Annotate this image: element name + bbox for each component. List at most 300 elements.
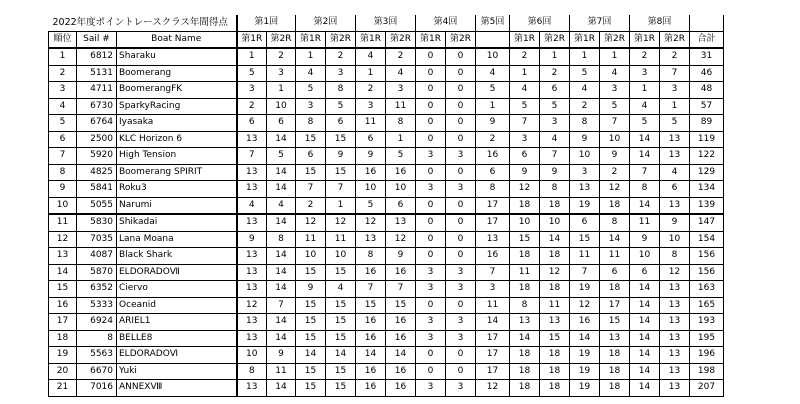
score-cell: 17: [476, 330, 510, 347]
sail-number-cell: 6730: [77, 98, 117, 115]
score-cell: 8: [540, 181, 570, 198]
race-header: 第2R: [600, 31, 630, 48]
rank-cell: 20: [49, 363, 77, 380]
sail-number-cell: 4825: [77, 164, 117, 181]
score-cell: 16: [356, 264, 386, 281]
score-cell: 1: [356, 65, 386, 82]
table-row: [49, 264, 724, 281]
score-cell: 2: [600, 164, 630, 181]
score-cell: 3: [630, 65, 660, 82]
sail-number-cell: 6670: [77, 363, 117, 380]
race-header: 第2R: [326, 31, 356, 48]
score-cell: 18: [510, 363, 540, 380]
score-cell: 5: [570, 65, 600, 82]
score-cell: 14: [630, 148, 660, 165]
race-header: 第2R: [386, 31, 416, 48]
rank-cell: 5: [49, 115, 77, 132]
score-cell: 3: [570, 164, 600, 181]
score-cell: 4: [356, 48, 386, 65]
score-cell: 10: [237, 347, 267, 364]
table-row: [49, 248, 724, 265]
score-cell: 0: [416, 248, 446, 265]
score-cell: 7: [356, 281, 386, 298]
score-cell: 7: [267, 297, 296, 314]
title-row: [49, 15, 724, 31]
boat-name-cell: KLC Horizon 6: [117, 131, 237, 148]
race-header: 第2R: [540, 31, 570, 48]
score-cell: 14: [386, 347, 416, 364]
score-cell: 14: [540, 231, 570, 248]
score-cell: 14: [296, 347, 326, 364]
score-cell: 4: [510, 82, 540, 99]
score-cell: 18: [540, 380, 570, 397]
score-cell: 1: [267, 82, 296, 99]
score-cell: 6: [237, 115, 267, 132]
table-row: [49, 131, 724, 148]
score-cell: 0: [416, 197, 446, 214]
score-cell: 15: [326, 380, 356, 397]
score-cell: 5: [540, 98, 570, 115]
score-cell: 16: [356, 314, 386, 331]
boat-name-cell: ANNEXⅧ: [117, 380, 237, 397]
score-cell: 15: [326, 264, 356, 281]
score-cell: 1: [630, 82, 660, 99]
rank-cell: 8: [49, 164, 77, 181]
score-cell: 8: [237, 363, 267, 380]
score-cell: 13: [476, 231, 510, 248]
total-header-spacer: [690, 15, 724, 31]
score-cell: 9: [386, 248, 416, 265]
score-cell: 0: [446, 65, 476, 82]
score-cell: 18: [510, 281, 540, 298]
boat-header: Boat Name: [117, 31, 237, 48]
score-cell: 18: [600, 197, 630, 214]
total-cell: 156: [690, 264, 724, 281]
score-cell: 11: [570, 248, 600, 265]
score-cell: 4: [237, 197, 267, 214]
score-cell: 10: [356, 181, 386, 198]
boat-name-cell: BELLE8: [117, 330, 237, 347]
score-cell: 16: [476, 148, 510, 165]
score-cell: 14: [600, 231, 630, 248]
score-cell: 18: [540, 363, 570, 380]
race-header: 第2R: [446, 31, 476, 48]
score-cell: 15: [540, 330, 570, 347]
table-row: [49, 65, 724, 82]
score-cell: 5: [267, 148, 296, 165]
score-cell: 11: [540, 297, 570, 314]
score-cell: 2: [237, 98, 267, 115]
boat-name-cell: Iyasaka: [117, 115, 237, 132]
score-cell: 19: [570, 363, 600, 380]
score-cell: 14: [630, 330, 660, 347]
score-cell: 13: [660, 297, 690, 314]
header-row: [49, 31, 724, 48]
score-cell: 15: [296, 363, 326, 380]
score-cell: 3: [476, 281, 510, 298]
boat-name-cell: ARIEL1: [117, 314, 237, 331]
score-cell: 13: [660, 314, 690, 331]
score-cell: 12: [356, 214, 386, 231]
score-cell: 12: [326, 214, 356, 231]
score-cell: 12: [540, 264, 570, 281]
race-header: 第1R: [416, 31, 446, 48]
score-cell: 6: [630, 264, 660, 281]
score-cell: 13: [660, 330, 690, 347]
score-cell: 14: [630, 347, 660, 364]
score-cell: 13: [660, 281, 690, 298]
score-cell: 4: [600, 65, 630, 82]
score-cell: 13: [237, 314, 267, 331]
score-cell: 11: [267, 363, 296, 380]
score-cell: 1: [600, 48, 630, 65]
score-cell: 3: [600, 82, 630, 99]
rank-cell: 1: [49, 48, 77, 65]
race-header: 第1R: [296, 31, 326, 48]
score-cell: 0: [416, 214, 446, 231]
score-cell: 0: [416, 131, 446, 148]
score-cell: 14: [630, 314, 660, 331]
score-cell: 17: [476, 214, 510, 231]
race-header: 第1R: [237, 31, 267, 48]
boat-name-cell: ELDORADOⅥ: [117, 347, 237, 364]
rank-cell: 12: [49, 231, 77, 248]
score-cell: 7: [237, 148, 267, 165]
table-row: [49, 380, 724, 397]
total-cell: 89: [690, 115, 724, 132]
score-cell: 7: [296, 181, 326, 198]
score-cell: 5: [630, 115, 660, 132]
round-header-2: 第2回: [296, 15, 356, 31]
total-cell: 195: [690, 330, 724, 347]
score-cell: 16: [386, 330, 416, 347]
rank-cell: 3: [49, 82, 77, 99]
score-cell: 3: [446, 181, 476, 198]
score-cell: 15: [296, 314, 326, 331]
boat-name-cell: Sharaku: [117, 48, 237, 65]
score-cell: 0: [416, 231, 446, 248]
score-cell: 7: [326, 181, 356, 198]
score-cell: 13: [570, 181, 600, 198]
score-cell: 5: [326, 98, 356, 115]
score-cell: 0: [446, 82, 476, 99]
sail-number-cell: 5055: [77, 197, 117, 214]
score-cell: 3: [416, 264, 446, 281]
score-cell: 15: [296, 380, 326, 397]
total-cell: 139: [690, 197, 724, 214]
score-cell: 10: [386, 181, 416, 198]
score-cell: 14: [267, 380, 296, 397]
score-cell: 12: [296, 214, 326, 231]
score-cell: 14: [630, 380, 660, 397]
table-row: [49, 197, 724, 214]
sail-number-cell: 7016: [77, 380, 117, 397]
score-cell: 13: [386, 214, 416, 231]
score-cell: 18: [540, 281, 570, 298]
score-cell: 19: [570, 281, 600, 298]
race-header: 第2R: [267, 31, 296, 48]
total-cell: 154: [690, 231, 724, 248]
score-cell: 8: [386, 115, 416, 132]
score-cell: 4: [296, 65, 326, 82]
score-cell: 2: [660, 48, 690, 65]
score-cell: 6: [356, 131, 386, 148]
score-cell: 1: [476, 98, 510, 115]
score-cell: 5: [600, 98, 630, 115]
score-cell: 3: [446, 148, 476, 165]
score-cell: 12: [386, 231, 416, 248]
score-cell: 13: [237, 214, 267, 231]
score-cell: 16: [570, 314, 600, 331]
score-cell: 10: [600, 131, 630, 148]
sail-number-cell: 6924: [77, 314, 117, 331]
score-cell: 8: [356, 248, 386, 265]
score-cell: 18: [510, 248, 540, 265]
score-cell: 6: [476, 164, 510, 181]
score-cell: 3: [356, 98, 386, 115]
sail-number-cell: 2500: [77, 131, 117, 148]
score-cell: 6: [540, 82, 570, 99]
score-cell: 18: [600, 380, 630, 397]
score-cell: 11: [600, 248, 630, 265]
score-cell: 15: [600, 314, 630, 331]
rank-cell: 7: [49, 148, 77, 165]
score-cell: 13: [237, 330, 267, 347]
score-cell: 0: [416, 115, 446, 132]
rank-cell: 17: [49, 314, 77, 331]
table-row: [49, 82, 724, 99]
score-cell: 3: [446, 281, 476, 298]
score-cell: 6: [510, 148, 540, 165]
score-cell: 0: [416, 98, 446, 115]
table-row: [49, 181, 724, 198]
score-cell: 16: [476, 248, 510, 265]
score-cell: 11: [630, 214, 660, 231]
rank-cell: 10: [49, 197, 77, 214]
score-cell: 6: [326, 115, 356, 132]
score-cell: 19: [570, 347, 600, 364]
page-title: 2022年度ポイントレースクラス年間得点: [52, 17, 228, 29]
score-cell: 5: [476, 82, 510, 99]
score-cell: 8: [326, 82, 356, 99]
score-cell: 9: [600, 148, 630, 165]
score-cell: 0: [416, 164, 446, 181]
score-cell: 2: [570, 98, 600, 115]
boat-name-cell: Shikadai: [117, 214, 237, 231]
total-cell: 46: [690, 65, 724, 82]
round-header-7: 第7回: [570, 15, 630, 31]
table-row: [49, 297, 724, 314]
score-cell: 15: [296, 330, 326, 347]
score-cell: 13: [237, 380, 267, 397]
score-cell: 13: [237, 181, 267, 198]
score-cell: 10: [630, 248, 660, 265]
score-cell: 1: [570, 48, 600, 65]
score-cell: 2: [326, 48, 356, 65]
score-cell: 16: [386, 363, 416, 380]
score-cell: 3: [416, 148, 446, 165]
sail-number-cell: 5131: [77, 65, 117, 82]
score-cell: 0: [446, 363, 476, 380]
score-cell: 9: [356, 148, 386, 165]
score-cell: 9: [630, 231, 660, 248]
score-cell: 14: [630, 131, 660, 148]
score-cell: 5: [296, 82, 326, 99]
score-cell: 5: [660, 115, 690, 132]
table-row: [49, 214, 724, 231]
score-cell: 3: [326, 65, 356, 82]
score-cell: 7: [570, 264, 600, 281]
score-cell: 3: [416, 181, 446, 198]
rank-header: 順位: [49, 31, 77, 48]
score-cell: 2: [476, 131, 510, 148]
score-cell: 2: [510, 48, 540, 65]
table-row: [49, 347, 724, 364]
round-header-4: 第4回: [416, 15, 476, 31]
score-cell: 2: [356, 82, 386, 99]
score-cell: 2: [630, 48, 660, 65]
score-cell: 14: [570, 330, 600, 347]
score-cell: 15: [326, 164, 356, 181]
score-cell: 9: [237, 231, 267, 248]
score-cell: 15: [326, 363, 356, 380]
score-cell: 0: [446, 48, 476, 65]
race-header: 第1R: [570, 31, 600, 48]
score-cell: 0: [446, 164, 476, 181]
score-cell: 9: [540, 164, 570, 181]
score-cell: 13: [356, 231, 386, 248]
rank-cell: 4: [49, 98, 77, 115]
score-cell: 11: [296, 231, 326, 248]
table-row: [49, 281, 724, 298]
boat-name-cell: Boomerang SPIRIT: [117, 164, 237, 181]
score-cell: 0: [446, 297, 476, 314]
score-cell: 14: [267, 131, 296, 148]
sail-number-cell: 5841: [77, 181, 117, 198]
score-cell: 16: [356, 380, 386, 397]
score-cell: 1: [237, 48, 267, 65]
score-cell: 18: [510, 197, 540, 214]
rank-cell: 13: [49, 248, 77, 265]
score-cell: 0: [446, 197, 476, 214]
round-header-1: 第1回: [237, 15, 296, 31]
score-cell: 14: [510, 330, 540, 347]
total-cell: 156: [690, 248, 724, 265]
score-cell: 7: [600, 115, 630, 132]
score-cell: 3: [416, 314, 446, 331]
race-header-empty: [476, 31, 510, 48]
rank-cell: 11: [49, 214, 77, 231]
score-cell: 16: [386, 164, 416, 181]
score-cell: 11: [386, 98, 416, 115]
table-row: [49, 48, 724, 65]
race-header: 第2R: [660, 31, 690, 48]
score-cell: 14: [267, 314, 296, 331]
score-cell: 7: [476, 264, 510, 281]
score-cell: 0: [416, 347, 446, 364]
sail-number-cell: 5333: [77, 297, 117, 314]
score-cell: 13: [237, 248, 267, 265]
boat-name-cell: Yuki: [117, 363, 237, 380]
score-cell: 13: [237, 281, 267, 298]
score-cell: 6: [267, 115, 296, 132]
score-cell: 14: [267, 281, 296, 298]
score-cell: 18: [600, 347, 630, 364]
score-cell: 16: [356, 330, 386, 347]
boat-name-cell: Roku3: [117, 181, 237, 198]
score-cell: 15: [296, 264, 326, 281]
score-cell: 14: [326, 347, 356, 364]
score-cell: 3: [416, 380, 446, 397]
score-cell: 19: [570, 380, 600, 397]
rank-cell: 19: [49, 347, 77, 364]
score-cell: 14: [267, 164, 296, 181]
score-cell: 18: [600, 363, 630, 380]
score-cell: 15: [386, 297, 416, 314]
score-cell: 8: [267, 231, 296, 248]
score-cell: 5: [356, 197, 386, 214]
rank-cell: 15: [49, 281, 77, 298]
score-cell: 15: [326, 330, 356, 347]
total-cell: 196: [690, 347, 724, 364]
score-cell: 15: [296, 164, 326, 181]
score-cell: 3: [660, 82, 690, 99]
score-cell: 3: [386, 82, 416, 99]
score-cell: 15: [510, 231, 540, 248]
score-cell: 13: [660, 347, 690, 364]
score-cell: 9: [267, 347, 296, 364]
score-cell: 0: [416, 363, 446, 380]
score-cell: 0: [416, 65, 446, 82]
total-cell: 207: [690, 380, 724, 397]
score-cell: 2: [296, 197, 326, 214]
score-cell: 15: [296, 131, 326, 148]
score-cell: 14: [267, 330, 296, 347]
score-cell: 12: [600, 181, 630, 198]
total-cell: 129: [690, 164, 724, 181]
score-cell: 18: [510, 380, 540, 397]
rank-cell: 9: [49, 181, 77, 198]
score-cell: 10: [267, 98, 296, 115]
score-cell: 10: [510, 214, 540, 231]
score-cell: 17: [476, 363, 510, 380]
score-cell: 15: [296, 297, 326, 314]
sail-header: Sail #: [77, 31, 117, 48]
score-cell: 7: [386, 281, 416, 298]
score-cell: 1: [386, 131, 416, 148]
score-cell: 3: [416, 330, 446, 347]
total-cell: 165: [690, 297, 724, 314]
score-cell: 1: [660, 98, 690, 115]
score-cell: 1: [540, 48, 570, 65]
score-cell: 11: [476, 297, 510, 314]
score-cell: 4: [540, 131, 570, 148]
score-cell: 1: [296, 48, 326, 65]
score-cell: 13: [600, 330, 630, 347]
score-cell: 6: [386, 197, 416, 214]
score-cell: 18: [600, 281, 630, 298]
score-cell: 6: [570, 214, 600, 231]
score-cell: 12: [510, 181, 540, 198]
score-cell: 18: [540, 197, 570, 214]
sail-number-cell: 5830: [77, 214, 117, 231]
score-cell: 3: [540, 115, 570, 132]
table-row: [49, 164, 724, 181]
score-cell: 8: [296, 115, 326, 132]
score-cell: 12: [660, 264, 690, 281]
score-cell: 3: [446, 264, 476, 281]
score-cell: 5: [237, 65, 267, 82]
